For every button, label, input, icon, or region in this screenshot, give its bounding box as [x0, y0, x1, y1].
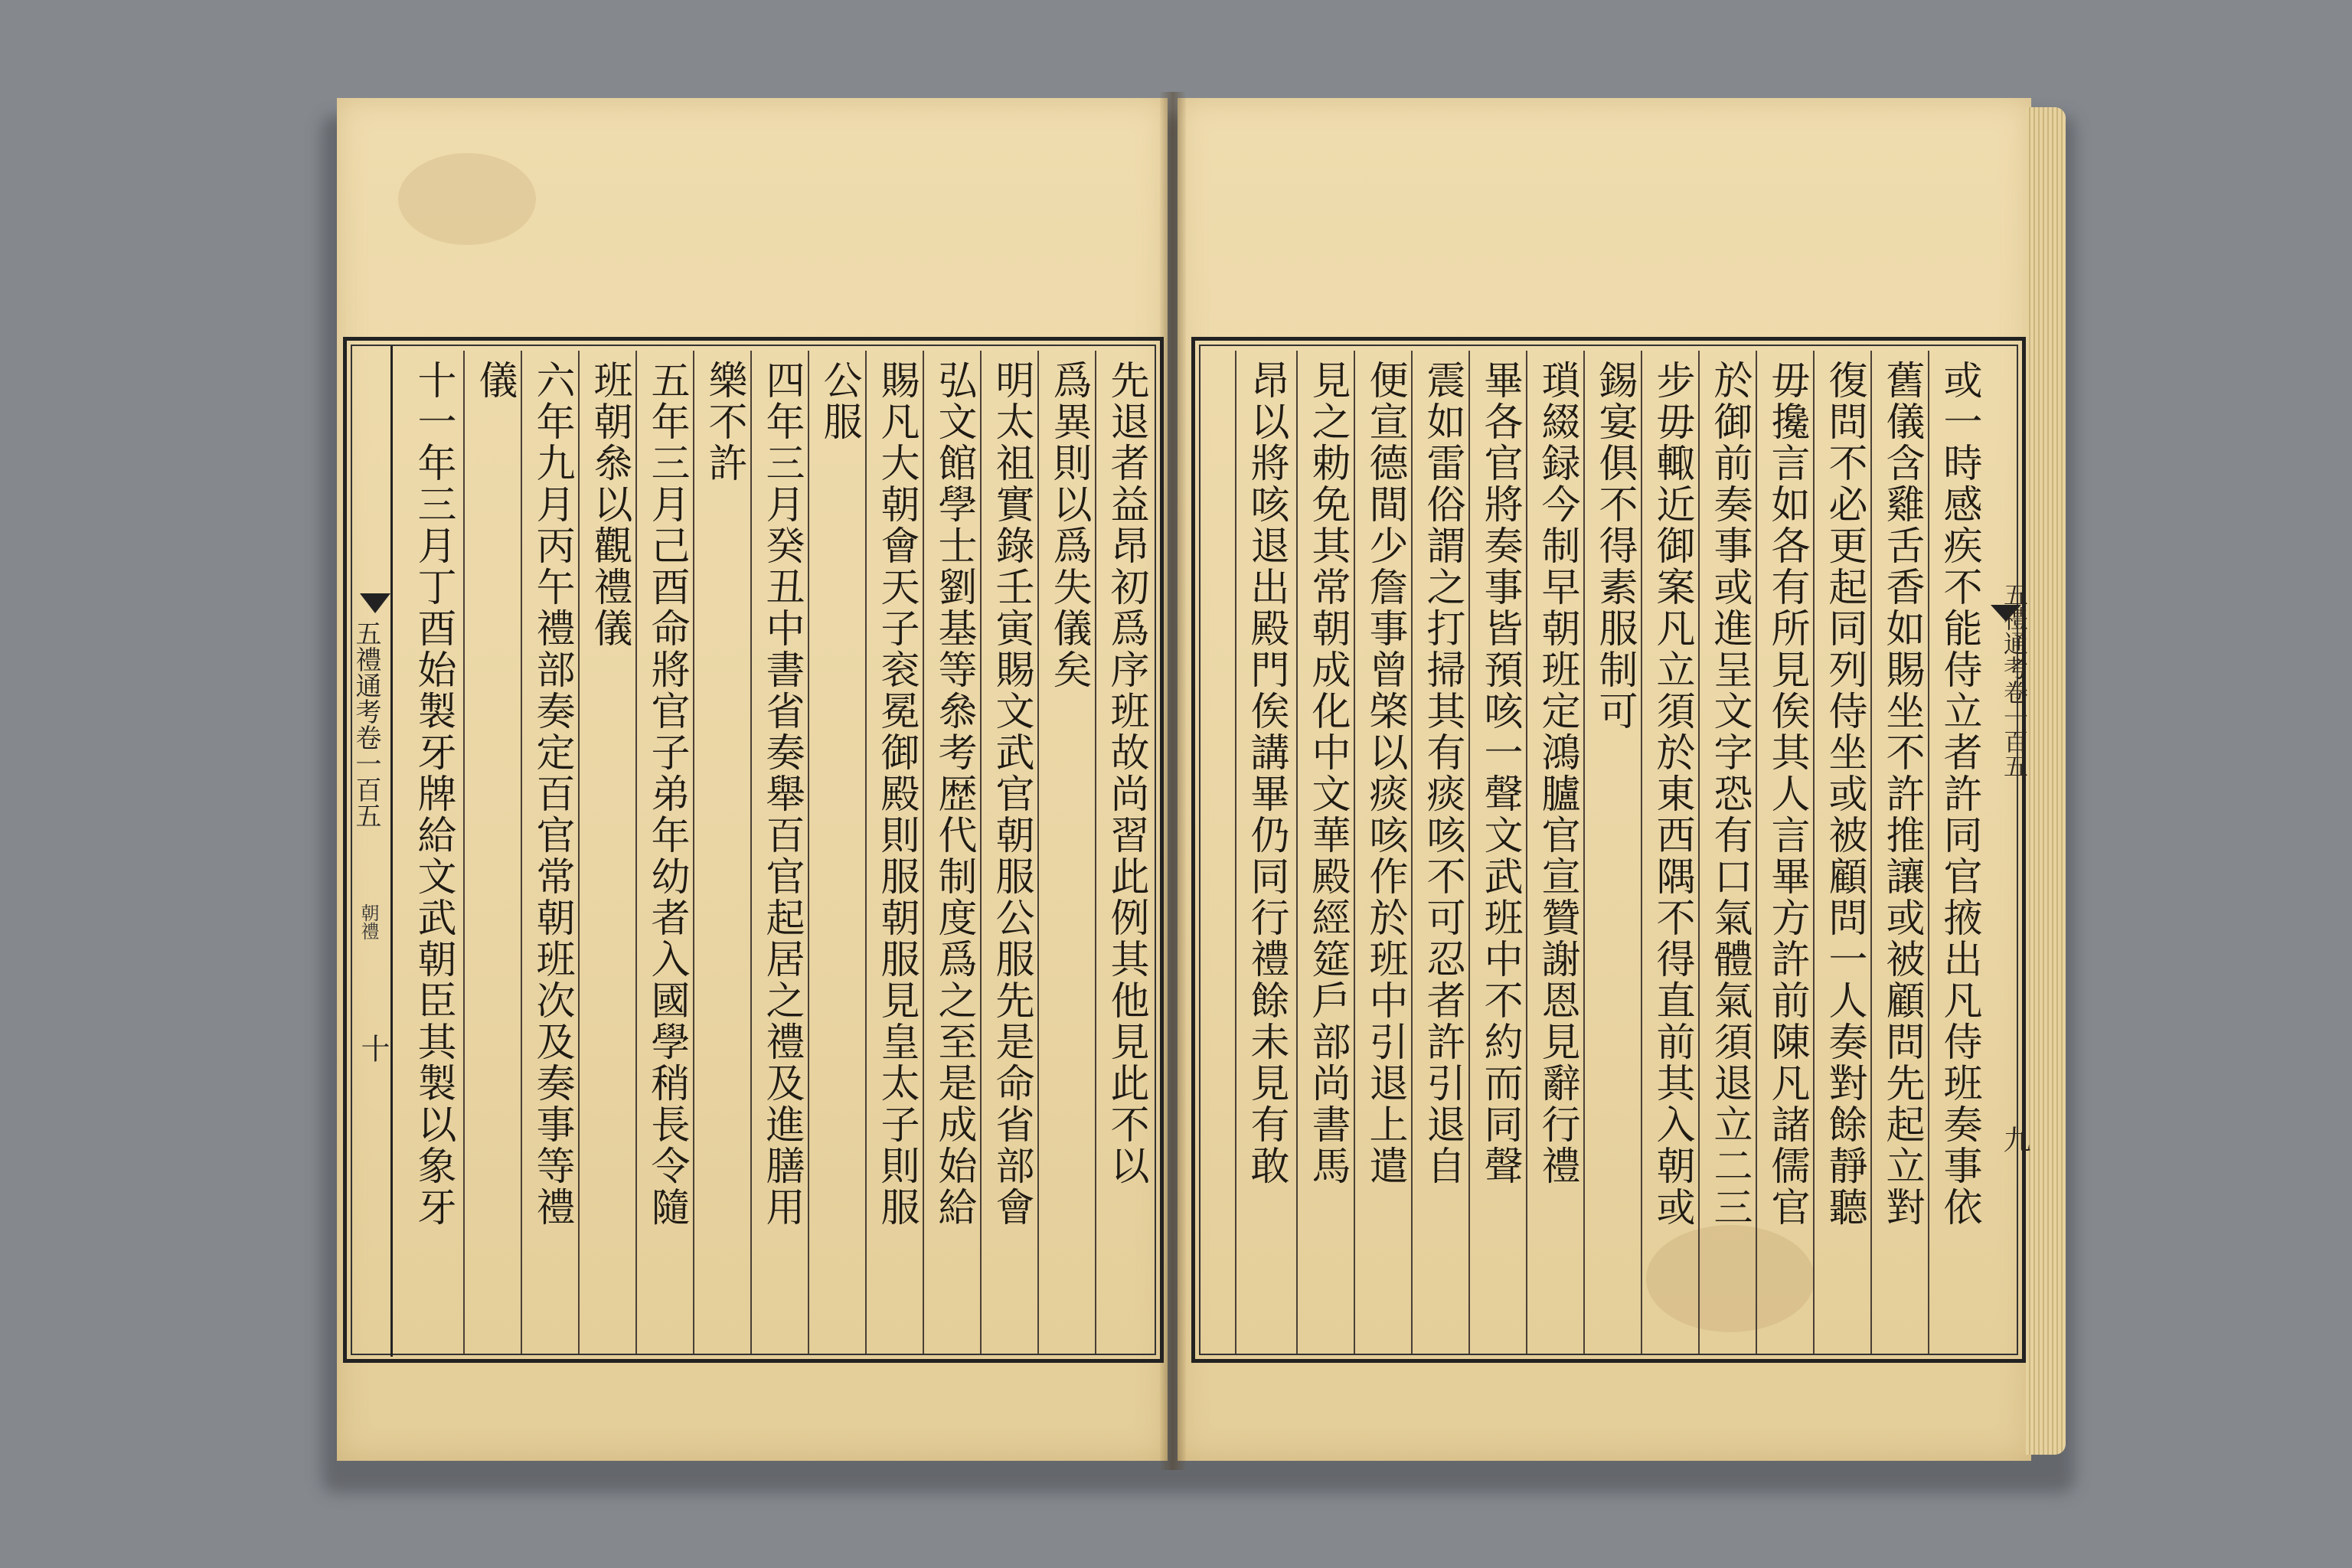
left-text-column: 十一年三月丁酉始製牙牌給文武朝臣其製以象牙	[410, 360, 456, 1228]
right-text-column: 復問不必更起同列侍坐或被顧問一人奏對餘靜聽	[1821, 360, 1867, 1228]
right-text-column: 見之勅免其常朝成化中文華殿經筵戶部尚書馬	[1305, 360, 1350, 1187]
column-rule	[1296, 351, 1298, 1354]
left-text-column: 賜凡大朝會天子衮冕御殿則服朝服見皇太子則服	[874, 360, 919, 1228]
right-text-column: 舊儀含雞舌香如賜坐不許推讓或被顧問先起立對	[1879, 360, 1924, 1228]
left-text-column: 五年三月己酉命將官子弟年幼者入國學稍長令隨	[644, 360, 689, 1228]
column-rule	[1870, 351, 1872, 1354]
column-rule	[1037, 351, 1039, 1354]
column-rule	[1583, 351, 1585, 1354]
right-text-column: 或一時感疾不能侍立者許同官掖出凡侍班奏事依	[1936, 360, 1981, 1228]
left-text-column: 公服	[816, 360, 861, 443]
right-text-column: 昂以將咳退出殿門俟講畢仍同行禮餘未見有敢	[1243, 360, 1289, 1187]
column-rule	[980, 351, 982, 1354]
column-rule	[1928, 351, 1929, 1354]
column-rule	[1698, 351, 1700, 1354]
column-rule	[865, 351, 867, 1354]
banxin-title: 五禮通考卷一百五	[351, 620, 381, 828]
column-rule	[1468, 351, 1470, 1354]
left-text-column: 四年三月癸丑中書省奏舉百官起居之禮及進膳用	[759, 360, 804, 1228]
left-text-column: 明太祖實錄壬寅賜文武官朝服公服先是命省部會	[988, 360, 1034, 1228]
right-text-column: 震如雷俗謂之打掃其有痰咳不可忍者許引退自	[1419, 360, 1465, 1187]
right-text-column: 於御前奏事或進呈文字恐有口氣體氣須退立二三	[1707, 360, 1752, 1228]
column-rule	[1526, 351, 1527, 1354]
column-rule	[693, 351, 694, 1354]
right-folio-number: 九	[1999, 1125, 2030, 1153]
left-text-column: 儀	[472, 360, 517, 401]
right-text-column: 畢各官將奏事皆預咳一聲文武班中不約而同聲	[1477, 360, 1522, 1187]
right-edge-title: 五禮通考卷一百五	[2000, 582, 2029, 778]
paper-stain	[398, 153, 536, 245]
right-text-column: 毋攙言如各有所見俟其人言畢方許前陳凡諸儒官	[1764, 360, 1809, 1228]
left-text-column: 先退者益昂初爲序班故尚習此例其他見此不以	[1103, 360, 1148, 1187]
column-rule	[463, 351, 465, 1354]
right-text-column: 瑣綴録今制早朝班定鴻臚官宣贊謝恩見辭行禮	[1534, 360, 1579, 1187]
left-text-column: 爲異則以爲失儀矣	[1046, 360, 1091, 691]
left-text-column: 六年九月丙午禮部奏定百官常朝班次及奏事等禮	[529, 360, 574, 1228]
banxin-column	[346, 346, 393, 1357]
left-text-frame	[343, 337, 1164, 1363]
left-folio-number: 十	[356, 1034, 390, 1063]
banxin-subtitle: 朝禮	[358, 903, 379, 940]
column-rule	[808, 351, 809, 1354]
column-rule	[578, 351, 580, 1354]
column-rule	[923, 351, 924, 1354]
column-rule	[1641, 351, 1642, 1354]
column-rule	[1756, 351, 1757, 1354]
left-text-column: 班朝叅以觀禮儀	[586, 360, 632, 649]
column-rule	[521, 351, 522, 1354]
column-rule	[1411, 351, 1413, 1354]
column-rule	[750, 351, 752, 1354]
fish-tail-mark	[360, 593, 390, 613]
right-text-column: 錫宴俱不得素服制可	[1592, 360, 1637, 732]
page-stack-edge	[2026, 107, 2066, 1455]
column-rule	[635, 351, 637, 1354]
book-gutter	[1160, 92, 1186, 1470]
left-text-column: 弘文館學士劉基等叅考歴代制度爲之至是成始給	[931, 360, 976, 1228]
column-rule	[1095, 351, 1096, 1354]
left-text-column: 樂不許	[701, 360, 746, 484]
right-text-column: 便宣德間少詹事曾棨以痰咳作於班中引退上遣	[1362, 360, 1407, 1187]
column-rule	[1235, 351, 1236, 1354]
column-rule	[1354, 351, 1355, 1354]
column-rule	[1813, 351, 1815, 1354]
right-text-column: 步毋輙近御案凡立須於東西隅不得直前其入朝或	[1649, 360, 1694, 1228]
